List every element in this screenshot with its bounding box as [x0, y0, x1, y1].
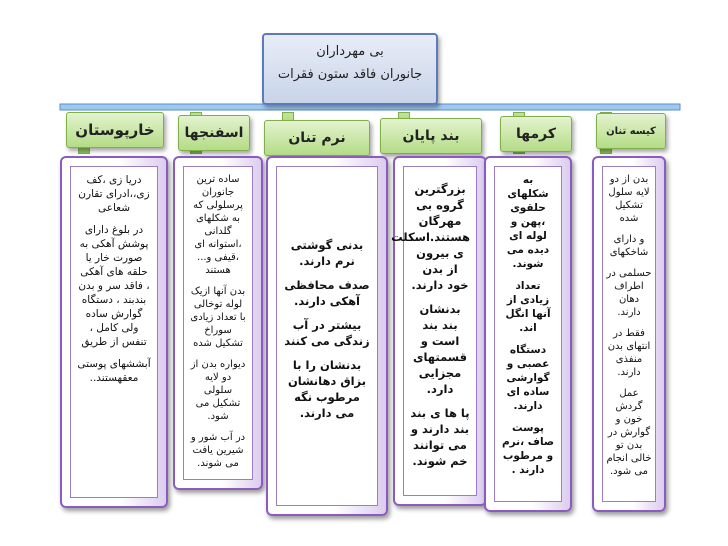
root-title: بی مهرداران: [316, 44, 384, 59]
header-echinoderms: خارپوستان: [66, 112, 164, 148]
header-cnidarians: کیسه تنان: [596, 113, 666, 149]
text-line: دستگاه عصبی و گوارشی ساده ای دارند.: [506, 344, 550, 412]
text-line: بزرگترین گروه بی مهرگان هستند.اسکلت ی بیرون از بدن خود دارند.: [391, 182, 470, 292]
column-sponges: [173, 156, 263, 490]
text-line: تعداد زیادی از آنها انگل اند.: [505, 280, 551, 334]
text-line: در بلوغ دارای پوشش آهکی به صورت خار یا حلقه های آهکی ، فاقد سر و بدن بندبند ، دستگاه گوارش ساده ولی کامل ، تنفس از طریق: [78, 224, 150, 348]
header-sponges: اسفنجها: [178, 115, 250, 151]
text-line: بدن از دو لایه سلول تشکیل شده: [608, 174, 650, 224]
column-body: [602, 166, 656, 502]
column-mollusks: [266, 156, 388, 516]
column-body: [276, 166, 378, 506]
text-line: پا ها ی بند بند دارند و می توانند خم شوند.: [410, 406, 470, 468]
text-line: حسلمی در اطراف دهان دارند.: [606, 268, 652, 318]
column-echinoderms: [60, 156, 168, 508]
column-body: [70, 166, 158, 498]
text-line: پوست صاف ،نرم و مرطوب دارند .: [501, 422, 555, 476]
text-line: صدف محافظی آهکی دارند.: [284, 278, 370, 308]
text-line: در آب شور و شیرین یافت می شوند.: [190, 432, 246, 469]
text-line: و دارای شاخکهای: [609, 234, 649, 258]
text-line: آبششهای پوستی معقهستند..: [77, 358, 151, 384]
text-line: دیواره بدن از دو لایه سلولی تشکیل می شود.: [190, 359, 246, 422]
text-line: بیشتر در آب زندگی می کنند: [284, 318, 370, 348]
column-body: [391, 166, 477, 496]
column-body: [494, 166, 562, 502]
text-line: به شکلهای حلقوی ،پهن و لوله ای دیده می شوند.: [506, 174, 550, 270]
column-cnidarians: [592, 156, 666, 512]
text-line: بدنشان را با بزاق دهانشان مرطوب نگه می دارند.: [287, 358, 367, 420]
text-line: دریا زی ،کف زی،،اد‌رای تقارن شعاعی: [78, 174, 150, 214]
text-line: فقط در انتهای بدن منفذی دارند.: [607, 328, 651, 378]
column-body: [183, 166, 253, 480]
column-worms: [484, 156, 572, 512]
text-line: عمل گردش خون و گوارش در بدن تو خالی انجام می شود.: [606, 388, 652, 477]
header-worms: کرمها: [500, 116, 572, 152]
column-arthropods: [393, 156, 487, 506]
text-line: ساده ترین جانوران پرسلولی که به شکلهای گلدانی ،استوانه ای ،قیفی و... هستند: [193, 174, 243, 276]
root-subtitle: جانوران فاقد ستون فقرات: [277, 67, 423, 82]
text-line: بدنی گوشتی نرم دارند.: [290, 238, 364, 268]
header-mollusks: نرم تنان: [264, 120, 370, 156]
text-line: بدن آنها ازیک لوله توخالی با تعداد زیادی سوراخ تشکیل شده: [190, 286, 246, 349]
root-node: [262, 33, 438, 105]
header-arthropods: بند پایان: [380, 118, 482, 154]
text-line: بدنشان بند بند است و قسمتهای مجزایی دارد.: [412, 302, 468, 396]
